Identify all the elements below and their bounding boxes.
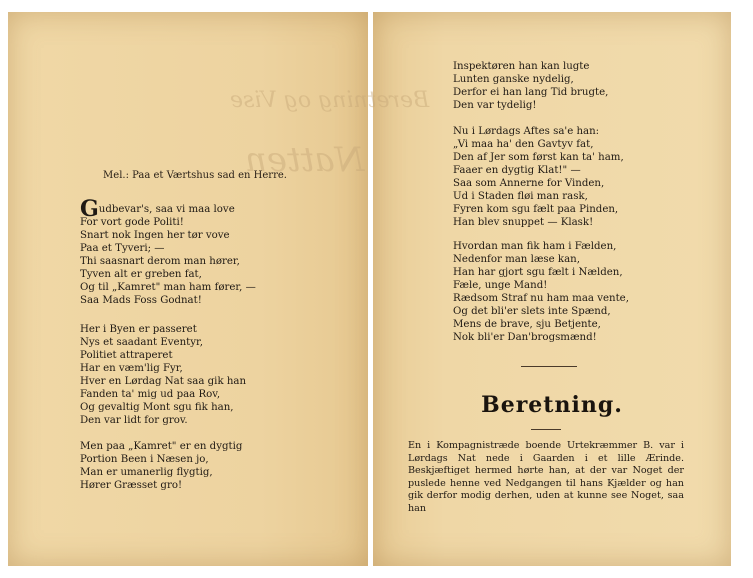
verse-line: Den var lidt for grov. <box>80 415 188 426</box>
verse-line: Thi saasnart derom man hører, <box>80 256 240 267</box>
left-stanza-2 <box>80 323 246 427</box>
verse-line: Og gevaltig Mont sgu fik han, <box>80 402 234 413</box>
verse-line: Han blev snuppet — Klask! <box>453 217 594 228</box>
verse-line: Her i Byen er passeret <box>80 324 197 335</box>
verse-line: Inspektøren han kan lugte <box>453 61 590 72</box>
section-heading: Beretning. <box>481 392 623 418</box>
verse-line: Hvordan man fik ham i Fælden, <box>453 241 617 252</box>
divider-rule <box>521 366 577 367</box>
verse-line: Fanden ta' mig ud paa Rov, <box>80 389 221 400</box>
verse-line: Lunten ganske nydelig, <box>453 74 574 85</box>
verse-line: Saa som Annerne for Vinden, <box>453 178 605 189</box>
verse-line: Rædsom Straf nu ham maa vente, <box>453 293 629 304</box>
verse-line: Fæle, unge Mand! <box>453 280 548 291</box>
verse-line: Den af Jer som først kan ta' ham, <box>453 152 624 163</box>
verse-line: Har en væm'lig Fyr, <box>80 363 183 374</box>
verse-line: Den var tydelig! <box>453 100 537 111</box>
verse-line: Hører Græsset gro! <box>80 480 183 491</box>
verse-line: Og til „Kamret" man ham fører, — <box>80 282 256 293</box>
verse-line: Fyren kom sgu fælt paa Pinden, <box>453 204 619 215</box>
drop-cap: G <box>80 196 99 222</box>
verse-line: Faaer en dygtig Klat!" — <box>453 165 581 176</box>
left-stanza-3 <box>80 440 242 492</box>
verse-line: Nedenfor man læse kan, <box>453 254 580 265</box>
left-stanza-1 <box>80 196 256 307</box>
heading-underline <box>531 429 561 430</box>
right-stanza-2 <box>453 125 624 229</box>
melody-line: Mel.: Paa et Værtshus sad en Herre. <box>103 170 287 181</box>
verse-line: Han har gjort sgu fælt i Nælden, <box>453 267 623 278</box>
bleed-through-title: Beretning og Vise <box>230 88 430 113</box>
verse-line: „Vi maa ha' den Gavtyv fat, <box>453 139 594 150</box>
right-stanza-3 <box>453 240 629 344</box>
verse-line: Gudbevar's, saa vi maa love <box>80 196 235 222</box>
verse-line: Derfor ei han lang Tid brugte, <box>453 87 609 98</box>
prose-paragraph: En i Kompagnistræde boende Urtekræmmer B. var i Lørdags Nat nede i Gaarden i et lille Ærinde. Beskjæftiget hermed hørte han, at der var Noget der puslede henne ved Nedgangen til hans Kjælder og han gik derfor modig derhen, uden at kunne see Noget, saa han <box>408 440 684 514</box>
verse-line: Og det bli'er slets inte Spænd, <box>453 306 611 317</box>
right-stanza-1 <box>453 60 608 112</box>
verse-line: Nys et saadant Eventyr, <box>80 337 203 348</box>
bleed-through-title-2: Natten <box>245 140 365 180</box>
verse-line: Portion Been i Næsen jo, <box>80 454 209 465</box>
verse-line: Paa et Tyveri; — <box>80 243 165 254</box>
verse-line: Politiet attraperet <box>80 350 173 361</box>
verse-line: Saa Mads Foss Godnat! <box>80 295 202 306</box>
verse-line: Men paa „Kamret" er en dygtig <box>80 441 243 452</box>
verse-line: Mens de brave, sju Betjente, <box>453 319 601 330</box>
verse-line: Hver en Lørdag Nat saa gik han <box>80 376 247 387</box>
verse-line: Ud i Staden fløi man rask, <box>453 191 588 202</box>
verse-line: Tyven alt er greben fat, <box>80 269 202 280</box>
verse-line: Nok bli'er Dan'brogsmænd! <box>453 332 597 343</box>
verse-line: Nu i Lørdags Aftes sa'e han: <box>453 126 600 137</box>
verse-line: Man er umanerlig flygtig, <box>80 467 213 478</box>
verse-line: For vort gode Politi! <box>80 217 184 228</box>
verse-line: Snart nok Ingen her tør vove <box>80 230 230 241</box>
